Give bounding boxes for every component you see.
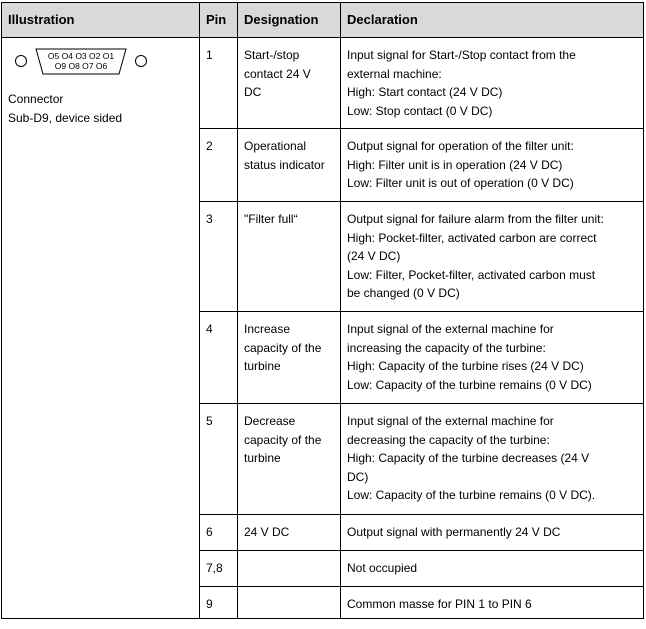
declaration-line: Not occupied: [347, 561, 418, 575]
declaration-line: be changed (0 V DC): [347, 286, 460, 300]
designation-line: capacity of the: [244, 340, 322, 355]
designation-cell: [238, 404, 341, 515]
declaration-line: DC): [347, 469, 369, 484]
header-declaration: Declaration: [341, 3, 644, 38]
header-pin: Pin: [200, 3, 238, 38]
designation-cell: [238, 38, 341, 129]
designation-cell: [238, 515, 341, 551]
sub-d9-connector-icon: [14, 46, 148, 78]
pin-number: 5: [200, 404, 238, 515]
table-row: [2, 38, 644, 129]
designation-line: turbine: [244, 451, 281, 465]
declaration-line: Output signal with permanently 24 V DC: [347, 525, 561, 539]
pin-number: 6: [200, 515, 238, 551]
designation-line: contact 24 V: [244, 66, 311, 81]
connector-top-pins: O5 O4 O3 O2 O1: [47, 51, 115, 61]
declaration-line: High: Pocket-filter, activated carbon are correct: [347, 230, 597, 245]
designation-cell: [238, 312, 341, 404]
declaration-line: High: Filter unit is in operation (24 V DC): [347, 157, 563, 172]
declaration-line: increasing the capacity of the turbine:: [347, 340, 546, 355]
declaration-line: Input signal of the external machine for: [347, 322, 554, 336]
declaration-line: Low: Stop contact (0 V DC): [347, 103, 493, 118]
pin-number: 9: [200, 587, 238, 619]
table-header-row: [2, 3, 644, 38]
pin-number: 7,8: [200, 551, 238, 587]
designation-line: turbine: [244, 359, 281, 373]
pin-assignment-table: [1, 2, 644, 619]
designation-line: DC: [244, 85, 262, 99]
declaration-cell: [341, 551, 644, 587]
declaration-line: Input signal of the external machine for: [347, 414, 554, 428]
declaration-line: Output signal for failure alarm from the filter unit:: [347, 212, 604, 226]
declaration-line: High: Start contact (24 V DC): [347, 85, 503, 99]
designation-line: Decrease: [244, 414, 296, 428]
declaration-line: Low: Filter unit is out of operation (0 V DC): [347, 176, 574, 190]
designation-cell: [238, 129, 341, 202]
declaration-cell: [341, 515, 644, 551]
declaration-cell: [341, 312, 644, 404]
pin-number: 3: [200, 202, 238, 312]
declaration-cell: [341, 129, 644, 202]
designation-line: Increase: [244, 322, 291, 336]
declaration-line: decreasing the capacity of the turbine:: [347, 432, 550, 447]
designation-cell: [238, 587, 341, 619]
declaration-line: (24 V DC): [347, 249, 401, 263]
declaration-line: High: Capacity of the turbine rises (24 V DC): [347, 359, 584, 373]
header-designation: Designation: [238, 3, 341, 38]
designation-line: status indicator: [244, 157, 325, 172]
connector-bottom-pins: O9 O8 O7 O6: [54, 61, 108, 71]
declaration-line: Input signal for Start-/Stop contact from the: [347, 48, 576, 62]
declaration-line: Output signal for operation of the filter unit:: [347, 139, 574, 153]
declaration-line: Common masse for PIN 1 to PIN 6: [347, 597, 532, 611]
designation-cell: [238, 202, 341, 312]
declaration-line: Low: Capacity of the turbine remains (0 V DC): [347, 377, 592, 392]
declaration-line: external machine:: [347, 66, 442, 81]
designation-line: "Filter full“: [244, 212, 298, 226]
pin-number: 4: [200, 312, 238, 404]
connector-caption-line-2: Sub-D9, device sided: [8, 110, 123, 125]
designation-line: Start-/stop: [244, 48, 300, 62]
declaration-cell: [341, 202, 644, 312]
connector-caption-line-1: Connector: [8, 92, 64, 106]
designation-line: capacity of the: [244, 432, 322, 447]
mounting-hole-right: [136, 56, 147, 67]
mounting-hole-left: [16, 56, 27, 67]
declaration-line: Low: Filter, Pocket-filter, activated carbon must: [347, 267, 596, 282]
declaration-cell: [341, 587, 644, 619]
declaration-cell: [341, 38, 644, 129]
designation-cell: [238, 551, 341, 587]
pin-number: 2: [200, 129, 238, 202]
illustration-cell: [2, 38, 200, 619]
declaration-line: High: Capacity of the turbine decreases (24 V: [347, 451, 590, 465]
header-illustration: Illustration: [2, 3, 200, 38]
designation-line: Operational: [244, 139, 307, 153]
declaration-cell: [341, 404, 644, 515]
declaration-line: Low: Capacity of the turbine remains (0 V DC).: [347, 488, 596, 502]
designation-line: 24 V DC: [244, 525, 290, 539]
pin-number: 1: [200, 38, 238, 129]
